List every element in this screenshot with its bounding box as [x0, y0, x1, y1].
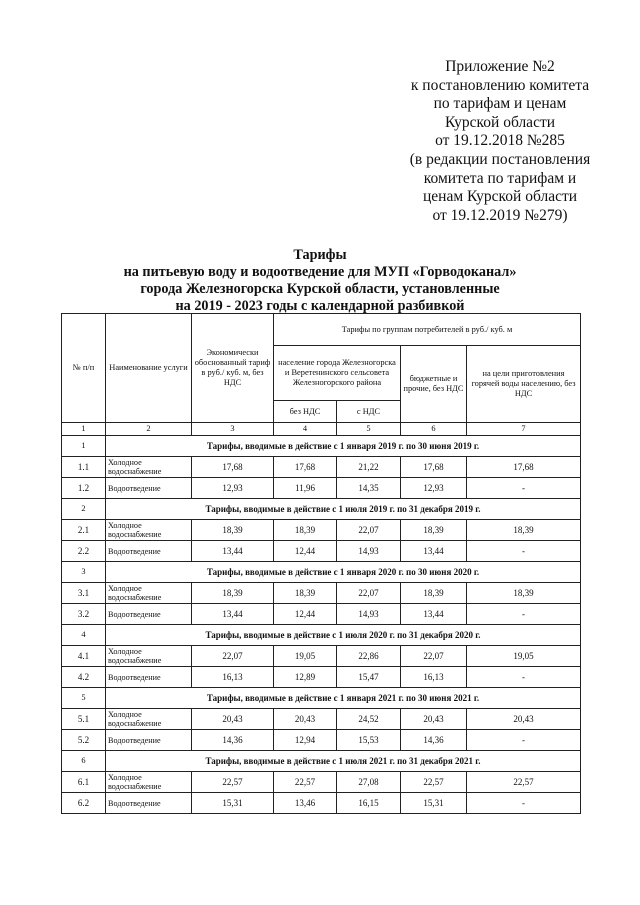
table-row: [62, 541, 581, 562]
tariff-value: 18,39: [467, 583, 581, 604]
table-row: [62, 667, 581, 688]
tariff-value: 13,44: [401, 604, 467, 625]
title-line: Тарифы: [293, 247, 347, 263]
row-id: 2.1: [62, 520, 106, 541]
tariff-value: -: [467, 793, 581, 814]
tariff-value: 13,46: [274, 793, 337, 814]
tariff-value: 15,31: [401, 793, 467, 814]
tariff-value: 21,22: [337, 457, 401, 478]
header-with-vat: с НДС: [337, 401, 401, 423]
service-name: Холодное водоснабжение: [106, 709, 192, 730]
tariff-value: 18,39: [192, 583, 274, 604]
tariff-value: 22,07: [192, 646, 274, 667]
tariff-value: 19,05: [467, 646, 581, 667]
header-population: население города Железногорска и Веретенинского сельсовета Железногорского района: [274, 346, 401, 401]
header-economic: Экономически обоснованный тариф в руб./ куб. м, без НДС: [192, 314, 274, 423]
appendix-line: Курской области: [444, 113, 556, 131]
document-title: [60, 247, 580, 315]
tariff-value: 22,86: [337, 646, 401, 667]
tariff-value: 12,94: [274, 730, 337, 751]
title-line: города Железногорска Курской области, установленные: [140, 281, 500, 297]
tariff-value: 20,43: [192, 709, 274, 730]
tariff-value: 12,44: [274, 604, 337, 625]
section-title: Тарифы, вводимые в действие с 1 января 2019 г. по 30 июня 2019 г.: [106, 436, 581, 457]
section-title: Тарифы, вводимые в действие с 1 июля 2019 г. по 31 декабря 2019 г.: [106, 499, 581, 520]
tariff-value: -: [467, 541, 581, 562]
table-row: [62, 478, 581, 499]
title-line: на 2019 - 2023 годы с календарной разбивкой: [175, 298, 465, 314]
section-number: 2: [62, 499, 106, 520]
tariff-value: 18,39: [274, 583, 337, 604]
row-id: 2.2: [62, 541, 106, 562]
tariff-value: 22,07: [401, 646, 467, 667]
header-hot-water: на цели приготовления горячей воды населению, без НДС: [467, 346, 581, 423]
section-number: 4: [62, 625, 106, 646]
tariff-value: 20,43: [467, 709, 581, 730]
column-number: 6: [401, 423, 467, 436]
tariff-value: 15,53: [337, 730, 401, 751]
tariff-value: 22,57: [274, 772, 337, 793]
tariff-value: 22,07: [337, 520, 401, 541]
tariff-value: 22,57: [467, 772, 581, 793]
row-id: 4.1: [62, 646, 106, 667]
table-row: [62, 772, 581, 793]
column-number: 2: [106, 423, 192, 436]
row-id: 4.2: [62, 667, 106, 688]
tariff-value: 14,93: [337, 604, 401, 625]
table-row: [62, 457, 581, 478]
appendix-line: от 19.12.2019 №279): [432, 206, 568, 224]
tariff-value: 15,47: [337, 667, 401, 688]
header-no-vat: без НДС: [274, 401, 337, 423]
tariff-value: 12,93: [401, 478, 467, 499]
appendix-line: (в редакции постановления: [409, 150, 591, 168]
table-row: [62, 583, 581, 604]
section-number: 5: [62, 688, 106, 709]
section-row: [62, 688, 581, 709]
tariff-value: 27,08: [337, 772, 401, 793]
table-row: [62, 604, 581, 625]
column-number: 3: [192, 423, 274, 436]
column-number: 1: [62, 423, 106, 436]
tariff-value: -: [467, 667, 581, 688]
service-name: Водоотведение: [106, 541, 192, 562]
tariff-value: 14,36: [192, 730, 274, 751]
section-title: Тарифы, вводимые в действие с 1 января 2021 г. по 30 июня 2021 г.: [106, 688, 581, 709]
tariff-value: 17,68: [274, 457, 337, 478]
row-id: 5.2: [62, 730, 106, 751]
appendix-line: комитета по тарифам и: [423, 169, 577, 187]
row-id: 6.1: [62, 772, 106, 793]
tariff-value: -: [467, 604, 581, 625]
table-row: [62, 793, 581, 814]
tariff-value: 13,44: [401, 541, 467, 562]
tariff-value: 16,13: [401, 667, 467, 688]
section-title: Тарифы, вводимые в действие с 1 января 2020 г. по 30 июня 2020 г.: [106, 562, 581, 583]
tariff-value: 24,52: [337, 709, 401, 730]
tariff-value: 15,31: [192, 793, 274, 814]
tariff-value: 16,15: [337, 793, 401, 814]
title-line: на питьевую воду и водоотведение для МУП «Горводоканал»: [123, 264, 517, 280]
service-name: Водоотведение: [106, 793, 192, 814]
tariff-table: [61, 313, 581, 814]
tariff-value: 17,68: [467, 457, 581, 478]
row-id: 1.1: [62, 457, 106, 478]
service-name: Холодное водоснабжение: [106, 457, 192, 478]
column-number: 7: [467, 423, 581, 436]
appendix-line: от 19.12.2018 №285: [435, 132, 565, 150]
section-number: 1: [62, 436, 106, 457]
header-num: № п/п: [62, 314, 106, 423]
tariff-value: 18,39: [274, 520, 337, 541]
tariff-value: 19,05: [274, 646, 337, 667]
row-id: 3.1: [62, 583, 106, 604]
tariff-value: 22,57: [192, 772, 274, 793]
tariff-value: 16,13: [192, 667, 274, 688]
tariff-value: 18,39: [467, 520, 581, 541]
tariff-value: 18,39: [401, 520, 467, 541]
tariff-value: 22,07: [337, 583, 401, 604]
section-row: [62, 436, 581, 457]
tariff-value: 22,57: [401, 772, 467, 793]
tariff-value: 18,39: [192, 520, 274, 541]
column-number: 4: [274, 423, 337, 436]
table-row: [62, 520, 581, 541]
service-name: Водоотведение: [106, 730, 192, 751]
tariff-value: 18,39: [401, 583, 467, 604]
service-name: Водоотведение: [106, 667, 192, 688]
row-id: 1.2: [62, 478, 106, 499]
tariff-value: 14,35: [337, 478, 401, 499]
section-title: Тарифы, вводимые в действие с 1 июля 2020 г. по 31 декабря 2020 г.: [106, 625, 581, 646]
appendix-line: ценам Курской области: [422, 188, 578, 206]
header-budget: бюджетные и прочие, без НДС: [401, 346, 467, 423]
section-row: [62, 751, 581, 772]
tariff-value: 14,36: [401, 730, 467, 751]
tariff-value: 12,93: [192, 478, 274, 499]
service-name: Холодное водоснабжение: [106, 520, 192, 541]
row-id: 5.1: [62, 709, 106, 730]
service-name: Холодное водоснабжение: [106, 646, 192, 667]
tariff-value: 13,44: [192, 541, 274, 562]
appendix-line: Приложение №2: [445, 58, 555, 75]
section-row: [62, 499, 581, 520]
table-row: [62, 646, 581, 667]
table-row: [62, 730, 581, 751]
section-number: 3: [62, 562, 106, 583]
appendix-block: [400, 58, 600, 225]
tariff-value: -: [467, 478, 581, 499]
tariff-value: 12,89: [274, 667, 337, 688]
row-id: 6.2: [62, 793, 106, 814]
tariff-value: 13,44: [192, 604, 274, 625]
service-name: Водоотведение: [106, 478, 192, 499]
tariff-value: 17,68: [401, 457, 467, 478]
section-row: [62, 562, 581, 583]
tariff-value: 12,44: [274, 541, 337, 562]
service-name: Холодное водоснабжение: [106, 583, 192, 604]
tariff-value: -: [467, 730, 581, 751]
tariff-value: 20,43: [274, 709, 337, 730]
column-number: 5: [337, 423, 401, 436]
service-name: Холодное водоснабжение: [106, 772, 192, 793]
table-row: [62, 709, 581, 730]
appendix-line: по тарифам и ценам: [433, 95, 567, 113]
tariff-value: 20,43: [401, 709, 467, 730]
header-service: Наименование услуги: [106, 314, 192, 423]
section-row: [62, 625, 581, 646]
tariff-value: 17,68: [192, 457, 274, 478]
section-title: Тарифы, вводимые в действие с 1 июля 2021 г. по 31 декабря 2021 г.: [106, 751, 581, 772]
header-groups: Тарифы по группам потребителей в руб./ куб. м: [274, 314, 581, 346]
tariff-value: 14,93: [337, 541, 401, 562]
row-id: 3.2: [62, 604, 106, 625]
service-name: Водоотведение: [106, 604, 192, 625]
appendix-line: к постановлению комитета: [410, 76, 590, 94]
section-number: 6: [62, 751, 106, 772]
tariff-value: 11,96: [274, 478, 337, 499]
